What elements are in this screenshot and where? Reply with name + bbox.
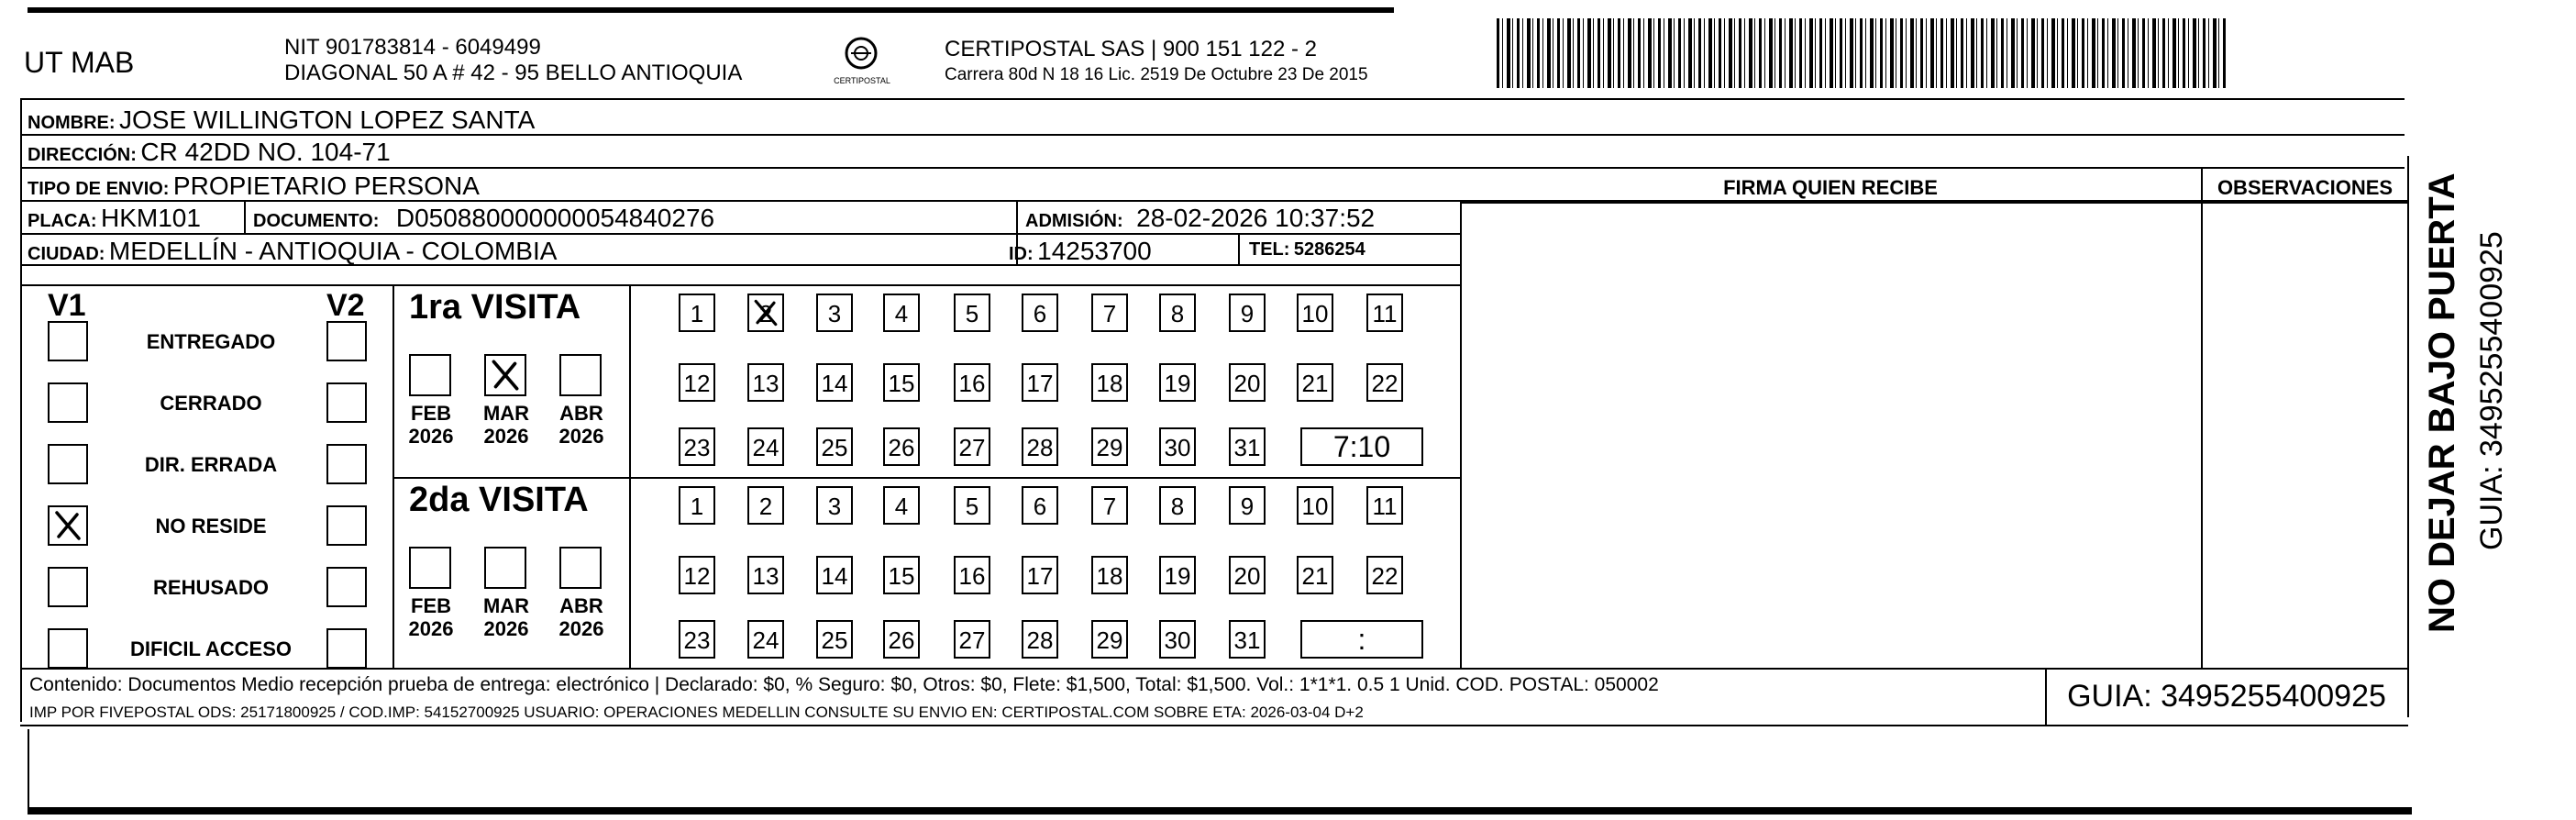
firma-label: FIRMA QUIEN RECIBE — [1723, 176, 1938, 199]
contenido-text: Contenido: Documentos Medio recepción prueba de entrega: electrónico | Declarado: $0, % Seguro: $0, Otros: $0, Flete: $1,500, Total: $1,500. Vol.: 1*1*1. 0.5 1 Unid. COD. POSTAL: 050002 — [29, 674, 1659, 695]
status-v1-checkbox[interactable] — [48, 505, 88, 546]
visit-day-cell[interactable] — [1091, 486, 1128, 525]
visit-day-cell[interactable] — [816, 427, 853, 466]
visit-day-cell[interactable] — [1297, 556, 1333, 594]
visit-day-number: 21 — [1301, 370, 1329, 397]
visit-day-number: 8 — [1170, 300, 1185, 327]
visit-day-cell[interactable] — [1091, 427, 1128, 466]
visit-day-cell[interactable] — [954, 427, 990, 466]
ciudad-value: MEDELLÍN - ANTIOQUIA - COLOMBIA — [108, 237, 558, 265]
visit-day-number: 8 — [1170, 493, 1185, 520]
tel-value: 5286254 — [1293, 239, 1365, 260]
visit-day-cell[interactable] — [1366, 363, 1403, 402]
tipo-envio-label: TIPO DE ENVIO: — [28, 179, 170, 199]
visit-day-cell[interactable] — [679, 427, 715, 466]
guia-box: GUIA: 3495255400925 — [2067, 679, 2386, 714]
visit-day-cell[interactable] — [1091, 363, 1128, 402]
status-v1-checkbox[interactable] — [48, 444, 88, 484]
visit-month-label: FEB 2026 — [408, 594, 454, 641]
visit-day-number: 26 — [888, 626, 915, 654]
visit-day-cell[interactable] — [747, 363, 784, 402]
status-v2-checkbox[interactable] — [326, 505, 367, 546]
visit-day-cell[interactable] — [1159, 556, 1196, 594]
visit-day-number: 23 — [683, 626, 711, 654]
visit-day-number: 30 — [1164, 434, 1191, 461]
visit-day-number: 28 — [1026, 434, 1054, 461]
visit-day-number: 2 — [758, 493, 773, 520]
visit-day-number: 18 — [1096, 370, 1123, 397]
company-address: DIAGONAL 50 A # 42 - 95 BELLO ANTIOQUIA — [284, 61, 743, 85]
visit-month-checkbox[interactable] — [484, 547, 526, 589]
tipo-envio-value: PROPIETARIO PERSONA — [172, 172, 480, 200]
visit-day-number: 9 — [1240, 300, 1255, 327]
visit-day-cell[interactable] — [1022, 620, 1058, 659]
visit-month-checkbox[interactable] — [559, 547, 602, 589]
visit-day-number: 7 — [1102, 300, 1117, 327]
visit-day-cell[interactable] — [1366, 486, 1403, 525]
id-value: 14253700 — [1037, 237, 1152, 265]
visit-day-cell[interactable] — [1022, 556, 1058, 594]
visit-day-cell[interactable] — [954, 486, 990, 525]
visit-day-number: 16 — [958, 370, 986, 397]
status-v2-checkbox[interactable] — [326, 628, 367, 669]
visit-day-number: 16 — [958, 562, 986, 590]
visit-day-number: 6 — [1033, 493, 1047, 520]
no-dejar-bajo-puerta: NO DEJAR BAJO PUERTA — [2422, 172, 2462, 633]
visit-day-cell[interactable] — [747, 427, 784, 466]
day-check-mark — [749, 295, 782, 330]
carrier-license: Carrera 80d N 18 16 Lic. 2519 De Octubre 23 De 2015 — [945, 65, 1368, 84]
status-v1-checkbox[interactable] — [48, 321, 88, 361]
visit-day-cell[interactable] — [816, 486, 853, 525]
visit-time-value: : — [1357, 623, 1366, 656]
v2-label: V2 — [326, 288, 365, 323]
visit-day-cell[interactable] — [954, 556, 990, 594]
visit-day-number: 15 — [888, 370, 915, 397]
visit-day-number: 15 — [888, 562, 915, 590]
visit-day-number: 17 — [1026, 562, 1054, 590]
direccion-value: CR 42DD NO. 104-71 — [140, 138, 391, 166]
visit-month-label: FEB 2026 — [408, 402, 454, 449]
visit-day-cell[interactable] — [679, 486, 715, 525]
visit-day-number: 9 — [1240, 493, 1255, 520]
visit-day-number: 7 — [1102, 493, 1117, 520]
visit-day-cell[interactable] — [1366, 556, 1403, 594]
visit-time-value: 7:10 — [1332, 430, 1391, 463]
visit-month-checkbox[interactable] — [484, 354, 526, 396]
visit-month-label: ABR 2026 — [558, 594, 604, 641]
visit-day-cell[interactable] — [1229, 486, 1266, 525]
visit-day-number: 26 — [888, 434, 915, 461]
status-v2-checkbox[interactable] — [326, 567, 367, 607]
visit-day-cell[interactable] — [1229, 294, 1266, 332]
visit-day-cell[interactable] — [883, 363, 920, 402]
visit-day-number: 27 — [958, 626, 986, 654]
visit-day-number: 6 — [1033, 300, 1047, 327]
status-option-label: REHUSADO — [153, 576, 269, 599]
visit-day-cell[interactable] — [679, 294, 715, 332]
visit-day-cell[interactable] — [747, 556, 784, 594]
visit-month-checkbox[interactable] — [559, 354, 602, 396]
visit-day-cell[interactable] — [1159, 363, 1196, 402]
visit-day-cell[interactable] — [1229, 620, 1266, 659]
visit-day-cell[interactable] — [816, 294, 853, 332]
visit-day-number: 22 — [1371, 370, 1399, 397]
visit-day-number: 11 — [1372, 493, 1398, 520]
visit-day-number: 31 — [1233, 434, 1261, 461]
certipostal-logo-text: CERTIPOSTAL — [834, 76, 890, 85]
visit-month-label: MAR 2026 — [482, 594, 530, 641]
nombre-label: NOMBRE: — [28, 113, 116, 133]
visit-day-number: 11 — [1372, 300, 1398, 327]
visit-day-number: 21 — [1301, 562, 1329, 590]
top-rule — [28, 7, 1394, 13]
visit-day-cell[interactable] — [883, 556, 920, 594]
visit-day-cell[interactable] — [679, 556, 715, 594]
visit-day-number: 24 — [752, 626, 779, 654]
side-guia: GUIA: 3495255400925 — [2474, 231, 2509, 550]
visit-day-cell[interactable] — [1159, 294, 1196, 332]
visit-day-number: 22 — [1371, 562, 1399, 590]
nit: NIT 901783814 - 6049499 — [284, 35, 541, 60]
visit-day-number: 14 — [821, 562, 848, 590]
visit-day-cell[interactable] — [816, 363, 853, 402]
visit-title: 2da VISITA — [409, 481, 589, 519]
visit-day-cell[interactable] — [1159, 427, 1196, 466]
admision-label: ADMISIÓN: — [1025, 211, 1123, 231]
visit-time-box[interactable] — [1300, 427, 1423, 466]
visit-day-number: 14 — [821, 370, 848, 397]
status-v1-checkbox[interactable] — [48, 567, 88, 607]
visit-day-cell[interactable] — [1091, 620, 1128, 659]
visit-day-number: 29 — [1096, 626, 1123, 654]
v1-label: V1 — [48, 288, 86, 323]
visit-day-number: 19 — [1164, 370, 1191, 397]
visit-day-cell[interactable] — [954, 363, 990, 402]
visit-day-cell[interactable] — [1297, 363, 1333, 402]
visit-day-cell[interactable] — [679, 363, 715, 402]
visit-day-number: 4 — [894, 493, 909, 520]
visit-day-cell[interactable] — [1229, 363, 1266, 402]
status-v2-checkbox[interactable] — [326, 444, 367, 484]
placa-value: HKM101 — [101, 204, 201, 232]
visit-day-cell[interactable] — [1297, 486, 1333, 525]
visit-day-cell[interactable] — [883, 427, 920, 466]
status-option-label: CERRADO — [160, 392, 262, 415]
status-v2-checkbox[interactable] — [326, 382, 367, 423]
visit-day-number: 5 — [965, 300, 979, 327]
documento-label: DOCUMENTO: — [253, 211, 380, 231]
visit-day-number: 23 — [683, 434, 711, 461]
visit-day-cell[interactable] — [747, 486, 784, 525]
visit-day-cell[interactable] — [816, 620, 853, 659]
imp-text: IMP POR FIVEPOSTAL ODS: 25171800925 / COD.IMP: 54152700925 USUARIO: OPERACIONES MEDELLIN CONSULTE SU ENVIO EN: CERTIPOSTAL.COM SOBRE ETA: 2026-03-04 D+2 — [29, 704, 1364, 721]
visit-day-number: 12 — [683, 370, 711, 397]
visit-day-number: 20 — [1233, 370, 1261, 397]
visit-day-cell[interactable] — [1091, 556, 1128, 594]
visit-day-cell[interactable] — [1022, 427, 1058, 466]
status-option-label: ENTREGADO — [146, 330, 276, 353]
visit-day-cell[interactable] — [816, 556, 853, 594]
visit-day-cell[interactable] — [1159, 620, 1196, 659]
visit-month-checkbox[interactable] — [409, 354, 451, 396]
visit-day-number: 3 — [827, 493, 842, 520]
nombre-value: JOSE WILLINGTON LOPEZ SANTA — [119, 105, 536, 134]
status-option-label: NO RESIDE — [155, 515, 267, 537]
visit-day-cell[interactable] — [1366, 294, 1403, 332]
visit-day-cell[interactable] — [1022, 363, 1058, 402]
visit-day-number: 13 — [752, 562, 779, 590]
visit-day-cell[interactable] — [1229, 556, 1266, 594]
status-option-label: DIR. ERRADA — [144, 453, 278, 476]
visit-day-number: 30 — [1164, 626, 1191, 654]
company-name: UT MAB — [24, 46, 135, 79]
visit-day-number: 4 — [894, 300, 909, 327]
visit-day-number: 3 — [827, 300, 842, 327]
visit-day-number: 27 — [958, 434, 986, 461]
visit-day-cell[interactable] — [1159, 486, 1196, 525]
visit-day-number: 10 — [1301, 300, 1329, 327]
carrier-name: CERTIPOSTAL SAS | 900 151 122 - 2 — [945, 37, 1317, 61]
visit-day-cell[interactable] — [1022, 294, 1058, 332]
visit-month-label: MAR 2026 — [482, 402, 530, 449]
status-option-label: DIFICIL ACCESO — [129, 637, 292, 660]
visit-day-cell[interactable] — [1091, 294, 1128, 332]
tel-label: TEL: — [1249, 239, 1290, 260]
visit-day-cell[interactable] — [883, 620, 920, 659]
status-v1-checkbox[interactable] — [48, 382, 88, 423]
visit-day-cell[interactable] — [1297, 294, 1333, 332]
observaciones-label: OBSERVACIONES — [2217, 176, 2394, 199]
visit-day-cell[interactable] — [747, 620, 784, 659]
admision-value: 28-02-2026 10:37:52 — [1136, 204, 1376, 232]
ciudad-label: CIUDAD: — [28, 244, 105, 264]
visit-day-number: 20 — [1233, 562, 1261, 590]
status-v1-checkbox[interactable] — [48, 628, 88, 669]
status-v2-checkbox[interactable] — [326, 321, 367, 361]
visit-day-number: 1 — [690, 300, 704, 327]
visit-day-cell[interactable] — [883, 486, 920, 525]
visit-day-number: 25 — [821, 626, 848, 654]
visit-month-label: ABR 2026 — [558, 402, 604, 449]
visit-day-cell[interactable] — [954, 294, 990, 332]
id-label: ID: — [1009, 244, 1034, 264]
visit-day-number: 5 — [965, 493, 979, 520]
visit-day-number: 13 — [752, 370, 779, 397]
visit-day-number: 17 — [1026, 370, 1054, 397]
visit-day-number: 1 — [690, 493, 704, 520]
visit-day-number: 25 — [821, 434, 848, 461]
visit-day-number: 24 — [752, 434, 779, 461]
visit-time-box[interactable] — [1300, 620, 1423, 659]
direccion-label: DIRECCIÓN: — [28, 145, 137, 165]
barcode — [1497, 18, 2227, 88]
visit-day-number: 10 — [1301, 493, 1329, 520]
visit-day-number: 31 — [1233, 626, 1261, 654]
documento-value: D050880000000054840276 — [395, 204, 715, 232]
visit-day-number: 18 — [1096, 562, 1123, 590]
visit-day-cell[interactable] — [1229, 427, 1266, 466]
visit-title: 1ra VISITA — [409, 288, 581, 327]
visit-day-cell[interactable] — [747, 294, 784, 332]
visit-month-checkbox[interactable] — [409, 547, 451, 589]
visit-day-cell[interactable] — [954, 620, 990, 659]
visit-day-cell[interactable] — [1022, 486, 1058, 525]
visit-day-number: 2 — [758, 300, 773, 327]
placa-label: PLACA: — [28, 211, 97, 231]
visit-day-cell[interactable] — [883, 294, 920, 332]
visit-day-number: 29 — [1096, 434, 1123, 461]
visit-day-cell[interactable] — [679, 620, 715, 659]
visit-day-number: 19 — [1164, 562, 1191, 590]
visit-day-number: 12 — [683, 562, 711, 590]
visit-day-number: 28 — [1026, 626, 1054, 654]
